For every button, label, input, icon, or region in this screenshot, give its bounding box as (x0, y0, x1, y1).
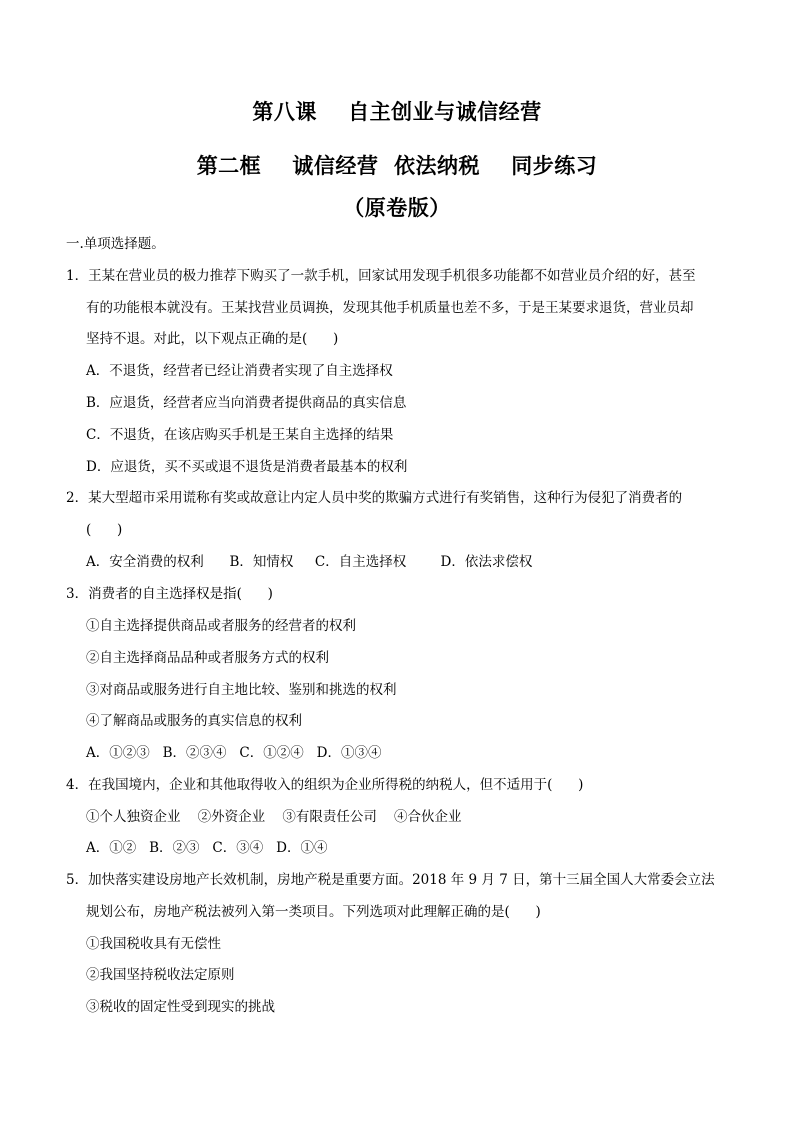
question-1-option-c: C．不退货，在该店购买手机是王某自主选择的结果 (86, 427, 394, 443)
question-3-line-1: 3．消费者的自主选择权是指( ) (66, 586, 273, 602)
lesson-title: 第八课 自主创业与诚信经营 (252, 99, 542, 124)
edition-title: （原卷版） (343, 195, 451, 220)
question-3-item-2: ②自主选择商品品种或者服务方式的权利 (86, 650, 329, 666)
question-2-line-2: ( ) (86, 522, 123, 538)
question-1-option-a: A．不退货，经营者已经让消费者实现了自主选择权 (86, 363, 393, 379)
question-5-line-2: 规划公布，房地产税法被列入第一类项目。下列选项对此理解正确的是( ) (86, 904, 541, 920)
question-1-option-d: D．应退货，买不买或退不退货是消费者最基本的权利 (86, 459, 408, 475)
question-5-item-3: ③税收的固定性受到现实的挑战 (86, 999, 275, 1015)
question-3-options: A．①②③ B．②③④ C．①②④ D．①③④ (86, 745, 382, 761)
question-1-line-3: 坚持不退。对此，以下观点正确的是( ) (86, 331, 339, 347)
question-4-line-1: 4．在我国境内，企业和其他取得收入的组织为企业所得税的纳税人，但不适用于( ) (66, 777, 584, 793)
question-2-options: A．安全消费的权利 B．知情权 C．自主选择权 D．依法求偿权 (86, 554, 533, 570)
question-5-line-1: 5．加快落实建设房地产长效机制，房地产税是重要方面。2018 年 9 月 7 日，第十三届全国人大常委会立法 (66, 872, 715, 888)
question-1-option-b: B．应退货，经营者应当向消费者提供商品的真实信息 (86, 395, 407, 411)
question-4-items: ①个人独资企业 ②外资企业 ③有限责任公司 ④合伙企业 (86, 809, 462, 825)
question-4-options: A．①② B．②③ C．③④ D．①④ (86, 840, 328, 856)
question-2-line-1: 2．某大型超市采用谎称有奖或故意让内定人员中奖的欺骗方式进行有奖销售，这种行为侵犯了消费者的 (66, 490, 683, 506)
question-5-item-1: ①我国税收具有无偿性 (86, 936, 221, 952)
section-heading: 一.单项选择题。 (66, 236, 165, 252)
question-1-line-1: 1．王某在营业员的极力推荐下购买了一款手机，回家试用发现手机很多功能都不如营业员介绍的好，甚至 (66, 268, 696, 284)
section-title: 第二框 诚信经营 依法纳税 同步练习 (196, 153, 598, 178)
question-1-line-2: 有的功能根本就没有。王某找营业员调换，发现其他手机质量也差不多，于是王某要求退货，营业员却 (86, 300, 694, 316)
question-5-item-2: ②我国坚持税收法定原则 (86, 967, 235, 983)
question-3-item-1: ①自主选择提供商品或者服务的经营者的权利 (86, 618, 356, 634)
question-3-item-4: ④了解商品或服务的真实信息的权利 (86, 713, 302, 729)
question-3-item-3: ③对商品或服务进行自主地比较、鉴别和挑选的权利 (86, 682, 397, 698)
